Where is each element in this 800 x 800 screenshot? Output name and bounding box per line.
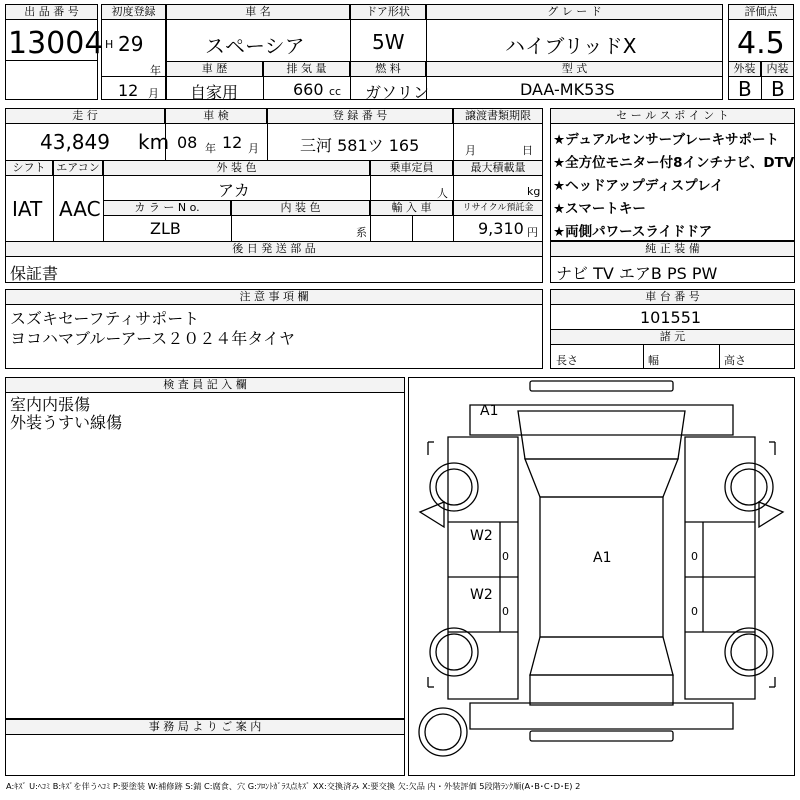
car-name-label: 車 名 xyxy=(166,4,350,20)
recycle-label: リサイクル預託金 xyxy=(453,200,543,216)
office-label: 事 務 局 よ り ご 案 内 xyxy=(5,719,405,735)
score-label: 評価点 xyxy=(728,4,794,20)
equipment-value: ナビ TV エアB PS PW xyxy=(556,264,718,283)
int-color-label: 内 装 色 xyxy=(231,200,370,216)
mileage-value: 43,849 xyxy=(40,130,110,154)
lot-label: 出 品 番 号 xyxy=(5,4,98,20)
left-side-body xyxy=(448,437,518,699)
grade-label: グ レ ー ド xyxy=(426,4,723,20)
sales-point-item: ★ヘッドアップディスプレイ xyxy=(553,178,724,194)
inspection-month: 12 xyxy=(222,133,243,152)
car-diagram xyxy=(408,377,795,776)
front-right-wheel xyxy=(725,463,773,511)
rear-bumper xyxy=(470,703,733,729)
model-label: 型 式 xyxy=(426,61,723,77)
interior-grade-value: B xyxy=(771,77,785,101)
car-name-value: スペーシア xyxy=(205,34,305,58)
sales-points-label: セ ー ル ス ポ イ ン ト xyxy=(550,108,795,124)
model-value: DAA-MK53S xyxy=(520,80,615,99)
roof xyxy=(540,497,663,637)
displacement-value: 660 xyxy=(293,80,324,99)
front-bumper-strip xyxy=(530,381,673,391)
notes-label: 注 意 事 項 欄 xyxy=(5,289,543,305)
inspector-line: 外装うすい線傷 xyxy=(10,413,123,432)
fuel-label: 燃 料 xyxy=(350,61,426,77)
inspector-text xyxy=(10,396,122,432)
history-value: 自家用 xyxy=(190,83,239,102)
notes-line: ヨコハマブルーアース２０２４年タイヤ xyxy=(10,329,295,348)
dimension-height-label: 高さ xyxy=(724,354,746,367)
sales-point-item: ★両側パワースライドドア xyxy=(553,224,713,240)
sales-point-item: ★全方位モニター付8インチナビ、DTV xyxy=(553,155,795,171)
chassis-label: 車 台 番 号 xyxy=(550,289,795,305)
rear-glass xyxy=(530,637,673,675)
tailgate xyxy=(530,675,673,705)
sales-point-item: ★スマートキー xyxy=(553,201,646,217)
rear-left-wheel xyxy=(430,628,478,676)
first-reg-month-unit: 月 xyxy=(148,87,159,100)
transfer-month-unit: 月 xyxy=(465,144,476,157)
mileage-unit: km xyxy=(138,130,170,154)
history-label: 車 歴 xyxy=(166,61,263,77)
exterior-grade-label: 外装 xyxy=(728,61,761,77)
recycle-value: 9,310 xyxy=(478,219,524,238)
interior-grade-label: 内装 xyxy=(761,61,794,77)
damage-mark-a1-roof: A1 xyxy=(593,550,612,566)
front-windshield xyxy=(525,459,678,497)
transfer-day-unit: 日 xyxy=(522,144,533,157)
first-reg-year-unit: 年 xyxy=(150,64,161,77)
capacity-label: 乗車定員 xyxy=(370,160,453,176)
right-side-body xyxy=(685,437,755,699)
rear-bumper-strip xyxy=(530,731,673,741)
first-reg-era: H xyxy=(105,38,114,51)
max-load-label: 最大積載量 xyxy=(453,160,543,176)
color-no-label: カ ラ ー N o. xyxy=(103,200,231,216)
shift-value: IAT xyxy=(12,197,43,221)
chassis-value: 101551 xyxy=(640,308,702,327)
ext-color-label: 外 装 色 xyxy=(103,160,370,176)
color-no-value: ZLB xyxy=(150,219,181,238)
later-parts-label: 後 日 発 送 部 品 xyxy=(5,241,543,257)
legend-text: A:ｷｽﾞ U:ﾍｺﾐ B:ｷｽﾞを伴うﾍｺﾐ P:要塗装 W:補修跡 S:錆 C:腐食、穴 G:ﾌﾛﾝﾄｶﾞﾗｽ点ｷｽﾞ XX:交換済み X:要交換 欠:欠品 内・外装評価 5段階ﾗﾝｸ順(A･B･C･D･E) 2 xyxy=(6,781,581,791)
inspection-label: 車 検 xyxy=(165,108,267,124)
plate-value: 三河 581ツ 165 xyxy=(300,136,420,155)
first-reg-year: 29 xyxy=(118,32,144,56)
inspector-line: 室内内張傷 xyxy=(10,395,91,414)
plate-label: 登 録 番 号 xyxy=(267,108,453,124)
inspection-year: 08 xyxy=(177,133,198,152)
equipment-label: 純 正 装 備 xyxy=(550,241,795,257)
first-reg-month: 12 xyxy=(118,81,139,100)
spare-wheel xyxy=(419,708,467,756)
recycle-unit: 円 xyxy=(527,226,538,239)
damage-mark-a1-front: A1 xyxy=(480,403,499,419)
dimensions-label: 諸 元 xyxy=(550,329,795,345)
aircon-label: エアコン xyxy=(53,160,103,176)
inspection-month-unit: 月 xyxy=(248,142,259,155)
fuel-value: ガソリン xyxy=(365,83,430,102)
door-value: 5W xyxy=(372,30,405,54)
damage-mark-w2-front-door: W2 xyxy=(470,528,493,544)
front-left-wheel xyxy=(430,463,478,511)
zero-mark: 0 xyxy=(502,605,509,618)
capacity-unit: 人 xyxy=(437,187,448,200)
import-label: 輸 入 車 xyxy=(370,200,453,216)
int-color-unit: 系 xyxy=(356,226,367,239)
ext-color-value: アカ xyxy=(218,181,250,200)
left-mirror xyxy=(420,502,444,527)
lot-number: 13004 xyxy=(8,26,104,61)
displacement-unit: cc xyxy=(329,85,342,98)
sales-points-list xyxy=(553,129,794,244)
dimension-width-label: 幅 xyxy=(648,354,659,367)
dimension-length-label: 長さ xyxy=(556,354,578,367)
front-bumper xyxy=(470,405,733,435)
first-reg-label: 初度登録 xyxy=(101,4,166,20)
aircon-value: AAC xyxy=(59,197,101,221)
door-label: ドア形状 xyxy=(350,4,426,20)
mileage-label: 走 行 xyxy=(5,108,165,124)
displacement-label: 排 気 量 xyxy=(263,61,350,77)
inspection-year-unit: 年 xyxy=(205,142,216,155)
notes-text xyxy=(10,309,295,349)
zero-mark: 0 xyxy=(502,550,509,563)
shift-label: シフト xyxy=(5,160,53,176)
right-mirror xyxy=(759,502,783,527)
rear-right-wheel xyxy=(725,628,773,676)
notes-line: スズキセーフティサポート xyxy=(10,309,200,328)
max-load-unit: kg xyxy=(527,185,541,198)
inspector-label: 検 査 員 記 入 欄 xyxy=(5,377,405,393)
sales-point-item: ★デュアルセンサーブレーキサポート xyxy=(553,132,779,148)
transfer-label: 譲渡書類期限 xyxy=(453,108,543,124)
score-value: 4.5 xyxy=(737,26,785,61)
zero-mark: 0 xyxy=(691,605,698,618)
damage-mark-w2-rear-door: W2 xyxy=(470,587,493,603)
exterior-grade-value: B xyxy=(738,77,752,101)
zero-mark: 0 xyxy=(691,550,698,563)
grade-value: ハイブリッドX xyxy=(505,34,637,58)
later-parts-value: 保証書 xyxy=(10,264,59,283)
